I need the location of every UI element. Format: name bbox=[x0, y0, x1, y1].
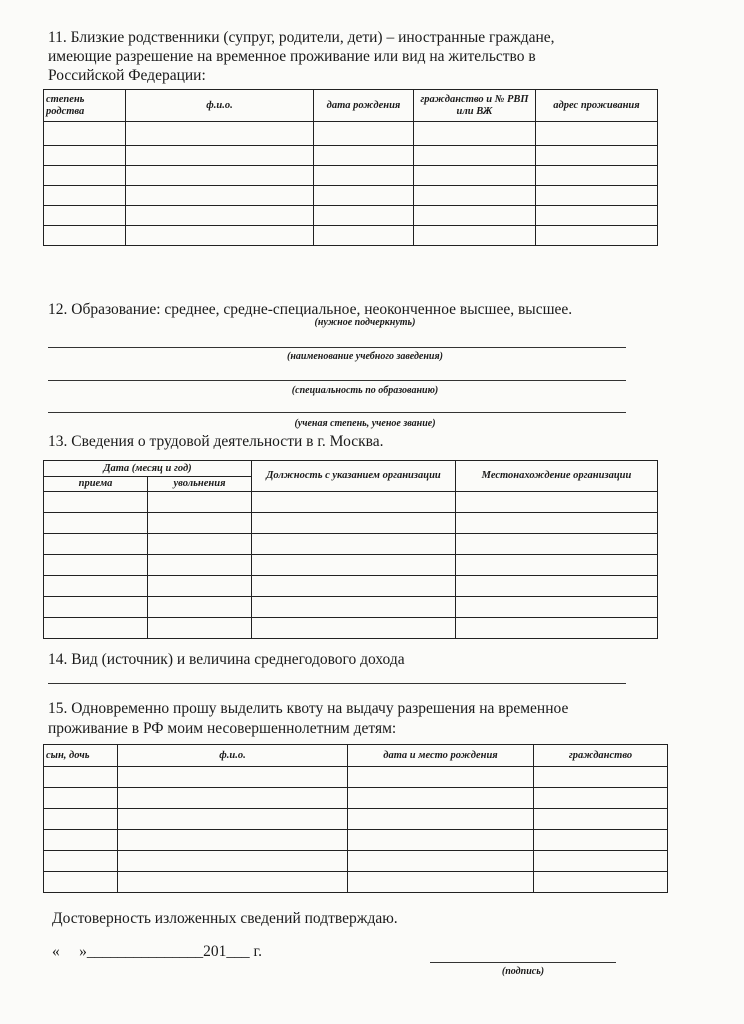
income-line[interactable] bbox=[48, 683, 626, 684]
children-header-row bbox=[44, 745, 668, 767]
table-row[interactable] bbox=[44, 186, 658, 206]
section-15-title-line2: проживание в РФ моим несовершеннолетним детям: bbox=[48, 720, 397, 737]
section-14-title: 14. Вид (источник) и величина среднегодового дохода bbox=[48, 651, 405, 668]
date-field[interactable]: « »_______________201___ г. bbox=[52, 943, 262, 960]
section-11-title-line3: Российской Федерации: bbox=[48, 67, 206, 84]
table-row[interactable] bbox=[44, 513, 658, 534]
table-row[interactable] bbox=[44, 534, 658, 555]
caption-institution: (наименование учебного заведения) bbox=[287, 351, 443, 362]
table-row[interactable] bbox=[44, 226, 658, 246]
section-12-title: 12. Образование: среднее, средне-специальное, неоконченное высшее, высшее. bbox=[48, 301, 573, 318]
degree-line[interactable] bbox=[48, 412, 626, 413]
children-table bbox=[43, 744, 668, 893]
table-row[interactable] bbox=[44, 809, 668, 830]
col-location: Местонахождение организации bbox=[456, 461, 658, 492]
col-kinship: степень родства bbox=[44, 90, 126, 122]
col-date-month-year: Дата (месяц и год) bbox=[44, 461, 252, 477]
table-row[interactable] bbox=[44, 767, 668, 788]
table-row[interactable] bbox=[44, 618, 658, 639]
col-child-fullname: ф.и.о. bbox=[118, 745, 348, 767]
table-row[interactable] bbox=[44, 576, 658, 597]
table-row[interactable] bbox=[44, 122, 658, 146]
relatives-header-row bbox=[44, 90, 658, 122]
signature-line[interactable] bbox=[430, 962, 616, 963]
col-fullname: ф.и.о. bbox=[126, 90, 314, 122]
table-row[interactable] bbox=[44, 206, 658, 226]
col-son-daughter: сын, дочь bbox=[44, 745, 118, 767]
col-birthdate: дата рождения bbox=[314, 90, 414, 122]
table-row[interactable] bbox=[44, 492, 658, 513]
table-row[interactable] bbox=[44, 597, 658, 618]
table-row[interactable] bbox=[44, 872, 668, 893]
col-hire: приема bbox=[44, 477, 148, 492]
table-row[interactable] bbox=[44, 146, 658, 166]
table-row[interactable] bbox=[44, 166, 658, 186]
signature-caption: (подпись) bbox=[501, 966, 545, 977]
table-row[interactable] bbox=[44, 555, 658, 576]
section-11-title-line2: имеющие разрешение на временное проживание или вид на жительство в bbox=[48, 48, 536, 65]
caption-underline-needed: (нужное подчеркнуть) bbox=[314, 317, 416, 328]
col-address: адрес проживания bbox=[536, 90, 658, 122]
table-row[interactable] bbox=[44, 830, 668, 851]
col-citizenship-permit: гражданство и № РВП или ВЖ bbox=[414, 90, 536, 122]
employment-header-row bbox=[44, 461, 658, 477]
table-row[interactable] bbox=[44, 788, 668, 809]
confirmation-text: Достоверность изложенных сведений подтверждаю. bbox=[52, 910, 398, 927]
specialty-line[interactable] bbox=[48, 380, 626, 381]
caption-degree: (ученая степень, ученое звание) bbox=[294, 418, 436, 429]
employment-table bbox=[43, 460, 658, 639]
section-11-title-line1: 11. Близкие родственники (супруг, родители, дети) – иностранные граждане, bbox=[48, 29, 555, 46]
col-child-citizenship: гражданство bbox=[534, 745, 668, 767]
table-row[interactable] bbox=[44, 851, 668, 872]
relatives-table bbox=[43, 89, 658, 246]
col-birth-date-place: дата и место рождения bbox=[348, 745, 534, 767]
caption-specialty: (специальность по образованию) bbox=[291, 385, 439, 396]
section-13-title: 13. Сведения о трудовой деятельности в г. Москва. bbox=[48, 433, 384, 450]
col-position: Должность с указанием организации bbox=[252, 461, 456, 492]
col-dismissal: увольнения bbox=[148, 477, 252, 492]
section-15-title-line1: 15. Одновременно прошу выделить квоту на выдачу разрешения на временное bbox=[48, 700, 569, 717]
institution-line[interactable] bbox=[48, 347, 626, 348]
